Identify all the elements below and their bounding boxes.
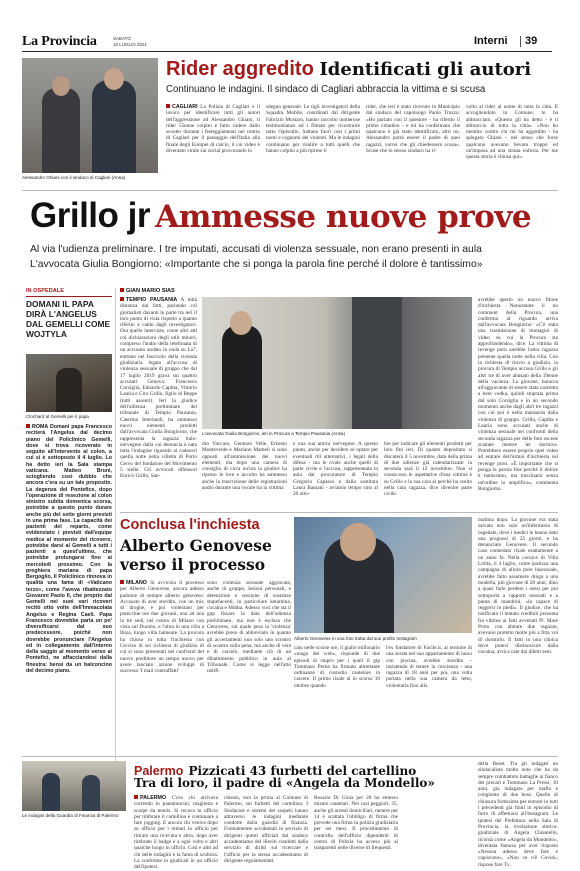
genovese-dateline: MILANO: [126, 580, 147, 586]
dateline-marker: [166, 104, 170, 108]
grillo-photo-caption: L'avvocata Giulia Bongiorno, ieri in Procura a Tempio Pausania (Ansa): [202, 431, 346, 436]
grillo-col-1-text: A mità distanza dai fatti, parlando coi giornalisti davanti in parte tra ieri il loro punto di vista rispetto a quanto riferito a caldo dagli investigatori. Ora quelle interviste, come altri atti col dichiarazioni degli utili minori, compreso l'audio della telefonata di un accusato andato in onda su La7, entrano nel fascicolo della vicenda giudiziaria legata all'accusa di violenza sessuale di gruppo che dal 17 luglio 2019 grava sui quattro accusati Genova: Francesco Corsiglia, Edoardo Capitta, Vittorio Lauria e Ciro Grillo, figlio di Beppe (tutti assenti). Ieri la giudice dell'udienza preliminare del tribunale di Tempio Pausania, Caterina Interlandi, ha ammesso nuovi elementi prodotti dall'avvocata Giulia Bongiorno, che rappresenta la ragazza italo-norvegese dalla cui denuncia è nata tutta l'indagine riguardo ai cadaveri quella notte nella villetta di Porto Cervo del fondatore del Movimento 5 stelle. Gli avvocati difensori Enrico Grillo, San-: [120, 297, 197, 480]
section-rule-1: [22, 190, 558, 191]
sidebar-photo-figure: [56, 368, 82, 412]
grillo-photo-figure: [222, 325, 262, 429]
genovese-photo-head: [340, 523, 376, 561]
palermo-col-1-text: C'era chi arrivava correndo in pantaloncini, magliettа e scarpe da tennis. Si recava in ufficio per timbrare il cartellino e continuare a fare jogging. E ancora chi veniva dopo su ufficio per i minuti in ufficio per ritirare una ricevuta e altro, dopo aver timbrato il badge e a ogni volto e altri qualche luogo in ufficio. Così e altri ad chi delle indagini e la fama di scultura. La conforme in giudicati in un ufficio dell'ipotesi.: [134, 795, 218, 871]
grillo-headline-red: Ammesse nuove prove: [155, 199, 532, 235]
grillo-col-1: [120, 297, 197, 507]
sidebar-title: DOMANI IL PAPA DIRÀ L'ANGELUS DAL GEMELLI COME WOJTYLA: [26, 299, 111, 339]
rider-dateline: CAGLIARI: [172, 104, 198, 110]
page-header: [22, 34, 552, 52]
sidebar-photo: [26, 354, 112, 412]
grillo-headline: [30, 196, 560, 236]
genovese-col-3: cato nelle scorse ore, il giallo millonario «mago del web», risponde di due episodi di stupro per i quali il gip Tommaso Perna ha firmato altrettante ordinanze di custodia cautelare in carcere. Il primo risale al lo scorso 10 ottobre quando: [294, 645, 380, 689]
grillo-byline-text: GIAN MARIO SIAS: [126, 288, 175, 294]
palermo-photo: [22, 761, 126, 811]
genovese-col-4: l'ex fondatore di Facile.it, al termine di una serata nel suo appartamento di lusso con piscina, avrebbe stordito - insistendo di tenere la coscienza - una ragazza di 18 anni per poi, una volta portata nella sua camera da letto, violentarla fino alla: [386, 645, 472, 689]
grillo-byline: [120, 288, 175, 294]
palermo-col-1: [134, 795, 218, 871]
header-rule: [22, 51, 552, 52]
rider-subhead: Continuano le indagini. Il sindaco di Cagliari abbraccia la vittima e si scusa: [166, 84, 486, 95]
sidebar-dateline-marker: [26, 424, 30, 428]
grillo-headline-black: Grillo jr: [30, 196, 150, 235]
palermo-photo-figure-1: [42, 773, 60, 811]
section-rule-2: [120, 512, 558, 513]
rider-col-1-text: La Polizia di Cagliari e il lavoro per identificare tutti gli autori dell'aggressione ad Alessandro Ghiani, il rider 55enne colpito e fatto cadere dallo scooter durante i festeggiamenti nel centro di Cagliari per il passaggio dell'Italia alla finale degli Europei di calcio, il cui video è diventato virale sui social provocando lo: [166, 104, 260, 155]
genovese-photo-caption: Alberto Genovese in una foto tratta dal suo profilo Instagram: [294, 636, 417, 641]
genovese-col-1-text: Si avvicina il processo per Alberto Genovese, ancora adesso padrone di sempre alberto genovese. Accusato di aver stordito, con un mix di droghe, e poi violentato per parecchie ore due giovani, una ad una in tre sedi, nel centro di Milano con vista sul Duomo, e l'altra in una villa a Ibiza, luogo villa balneare. La procura ha chiuso in tutta l'inchiesta con l'avviso di sei richiesta di giudizio di cui si sono presentati nei confronti del nuovo predittore un tempo nuovo per avere lanciato azione sviluppi di successo 'I mail contraffatti': [120, 580, 205, 675]
rider-photo-caption: Alessandro Ghiani con il sindaco di Cagliari (Ansa): [22, 175, 126, 180]
grillo-photo-doorway: [352, 297, 402, 429]
grillo-dateline: TEMPIO PAUSANIA: [126, 297, 178, 303]
date-line-2: 10 LUGLIO 2021: [113, 42, 148, 47]
genovese-photo: [294, 517, 472, 633]
rider-col-1: [166, 104, 260, 184]
grillo-subhead-1: Al via l'udienza preliminare. I tre imputati, accusati di violenza sessuale, non erano presenti in aula: [30, 244, 482, 255]
grillo-dateline-marker: [120, 297, 124, 301]
palermo-headline-black: Pizzicati 43 furbetti del cartellino: [188, 764, 417, 778]
rider-col-2: sdegno generale. Le tigli investigatori della Squadra Mobile, coordinati dal dirigente Fabrizio Mustaro, hanno raccolto numerose testimonianze ed i filmati per ricostruire tutto l'episodio. Saltano fuori così i primi nomi e cognomi dei violenti. Ma le indagini continuano per risalire a tutti quelli che hanno colpito a più riprese il: [266, 104, 360, 155]
sidebar-kicker: IN OSPEDALE: [26, 288, 64, 294]
grillo-col-4: bre per indicare gli elementi prodotti per loro fini ieri. Di quanto depositato si discuterà il 5 novembre, data della prima di due udienze già calendarizzate: la seconda sarà il 12 novembre. Non si conoscono le aspettative d'una vittima è su Grillo e la sua cara al perché ha scelto nella cara ragazza, dice divenire parte civile.: [384, 441, 472, 498]
grillo-col-3: e una sua amica norvegese. A questo punto, anche per decidere se optare per eventuali riti alternativi, i legali della difesa - ma le ovale anche quelli di parte civile e l'accusa, rappresentata in aula dal procuratore di Tempio Gregorio Capasso e dalla sostituta Laura Bassani - avranno tempo sino al 20 otto-: [293, 441, 378, 498]
genovese-dateline-marker: [120, 580, 124, 584]
palermo-col-4: della Reset. Tra gli indagati un sindacalista molto noto che ha da sempre combattuto battaglie ai fianco dei precari e Tommaso La Pressi, 10 anni, gia indagato per mafia e congiunto di due boss. Quello di chiusura fortissima per entrare in tutti i precedenti già finiti in episodio di furto di affettuosi all'Instagram. Le ipotesi del Prefettura nella Sala di Provincia, la rivelazione storica-giudiziale di Angela Chiantello, ricorda come «Angela da Mondello», diventata famosa per aver risposto «Nessun adesso deve fare e capiscono», «Non ce n'è Covid», rispose fare Tv.: [478, 761, 558, 868]
rider-col-4: volto al rider al nome di tutta la città. E accogliendolo in Comune, lo ha abbracciato. «Questo gli ha detto - è il abbraccio di tutta la città». «Non ho mentito contro chi mi ha aggredito - ha spiegato Ghiani - nel senso che forse qualcuno avevano bevuto troppo ed un'imposa ad una strana euforia. Per me questa storia è chiusa qui».: [466, 104, 558, 161]
rider-photo-head-left: [52, 76, 70, 96]
genovese-col-2: sono violenza sessuale aggravata, anche di gruppo, lesioni personali, e detenzione e cessione di sostanze stupefacenti, in particolare ketamina, cocaina e Mdma. Adesso voci che sta il gup fissare la data dell'udienza preliminare, ma non è esclusa che Genovese, sul quale pesa la 'violenza' avrebbe preso di abbreviato in quanto gli accertamenti non solo uno scontro di scontro sulla pena, ma anche di vera e di carcere, mediante ciò di un dibattimento pubblico in aula al Tribunale. Come si legge nell'atto notifi-: [207, 580, 291, 675]
rider-headline-red: Rider aggredito: [166, 58, 314, 80]
palermo-dateline-marker: [134, 795, 138, 799]
rider-headline: [166, 58, 556, 81]
sidebar-text: [26, 424, 112, 784]
sidebar-divider: [115, 288, 116, 788]
palermo-headline-line-2: Tra di loro, il padre di «Angela da Mondello»: [134, 776, 435, 790]
masthead: La Provincia: [22, 34, 97, 49]
rider-photo-head-right: [104, 68, 124, 90]
palermo-col-3: Rosario Di Gioia per 28 ha emesso misure cautelari. Nei casi peggiori, 35, anche gli arresti domiciliari, mentre per 14 è scattata l'obbligo di firma che prevede una firma in polizia giudiziaria per sei mesi. Il procedimento di controllo dell'ufficio dipendenti di centro di Polizia ha acceso più ai trasparenti nelle diverse di frequenti.: [314, 795, 398, 852]
rider-photo-figure-right: [92, 80, 136, 173]
rider-col-3: rider, che ieri è stato ricevuto in Municipio dal sindaco del capoluogo Paolo Truzzu. «Ho parlato con il questore - ha riferito il primo cittadino - e mi ha confermato che qualcuno è già stato identificato, altri no. Alessandro potrà essere il padre di quei ragazzi, vorrei che gli chiedessero scusa». Scuse che lo stesso sindaco ha ri-: [366, 104, 460, 155]
rider-headline-black: Identificati gli autori: [319, 59, 532, 80]
byline-marker: [120, 288, 124, 292]
section-label: Interni: [474, 35, 508, 47]
grillo-col-2: dro Vaccaro, Gennaro Velle, Ernesto Monteverde e Mariano Mameli si sono opposti all'ammissione dei nuovi elementi, ma dopo una camera di consiglio di circa un'ora la giudice ha ripreso le lore e accolto ha ammesso anche la trascrizione delle registrazioni audio durante una vocale tra la vittima: [202, 441, 287, 492]
page-number: 39: [525, 35, 538, 47]
genovese-col-5: mattina dopo. La giovane era stata salvata non solo un'infermiera di ospedale, dove i medici le hanno dato una prognosi di 25 giorni, e ha denunciato Genovese. Il secondo caso contestato risale esattamente a un anno fa. Nella cornice di Villa Lolita, il 4 luglio, come ipotizza una campagna di allora pure bisessuale, avrebbe fatto assumere droga a una modella, più giovane di 20 anni, dino a quasi farle perdere i sensi per poi sottoporla a rapporti sessuali e a punta di mandrini, «in capace di reggersi in piedi». Il giudice, che ha notificato il tentato credibili presunta fra vittime ai fatti avvenuti Pl. Mare Porto con abitare due ragazze, avevano protetto molte più a fitta voi di dormirlo. Il fatti in una clinica dove potevi distinoscure dalla cocaina, avrà a cate dai diletti seni.: [478, 517, 558, 656]
rider-photo-figure-left: [42, 88, 80, 173]
sidebar-photo-caption: Clochard al Gemelli per il papa: [26, 414, 89, 419]
grillo-photo: [202, 297, 472, 429]
palermo-photo-figure-2: [82, 775, 100, 811]
sidebar-text-body: Domani papa Francesco reciterà l'Angelus dal decimo piano del Policlinico Gemelli, dove si trova ricoverato in seguito all'intervento al colon, a cui si è sottoposto il 4 luglio. Lo ha detto ieri la Sala stampa vaticana. Matteo Bruni, sciogliendo così dubbio che ancora c'era su un tale proposito. La degenza del Pontefice, dopo l'operazione di resezione al colon sinistro subita domenica scorsa, potrebbe a questo punto durare anche più del sette giorni previsti in una prima fase. La capacità dei pazienti del reparto, come evidenziato i previsti dall'equipe medica al momento del ricovero, potrebbe darsi al Gemelli a tutti i pazienti a quest'ultimo, che potrebbe prolungarsi fino ai mercoledì prossimo. Con la preghiera mariana di papa Bergoglio, Il Policlinico rinnova in qualità una fama di «Vaticano terzo», come l'aveva ribattezzato Giovanni Paolo II, che proprio dal Gemelli nei suoi vari ricoveri recitò otto volte dell'Immacolata Angelus e Regina Caeli. Papa Francesco dovrebbe parla un po' diversificarsi dal suo predecessore, poiché non dovrebbe pronunciare l'Angelus ed in collegamento dall'interno della saggio al momento verso ai Pontefici, ne affacciandosi dalla finestra: bensì da un balconcino del decimo piano.: [26, 424, 112, 674]
grillo-subhead-2: L'avvocata Giulia Bongiorno: «Importante che si ponga la parola fine perché il dolore è tantissimo»: [30, 259, 483, 270]
grillo-photo-head: [230, 311, 252, 335]
section-rule-3: [22, 756, 558, 757]
palermo-headline-red: Palermo: [134, 764, 184, 778]
genovese-headline-2: Alberto Genovese verso il processo: [120, 536, 272, 574]
sidebar-kicker-rule: [26, 296, 112, 297]
sidebar-dateline: ROMA: [32, 424, 49, 430]
rider-photo: [22, 58, 158, 173]
section-divider: [520, 36, 521, 47]
palermo-col-2: chiesta, non la prima al Comune di Palermo, sui furbetti del cartellino. I Sindacare e sistemi dei sospesi hanno attraverso le indagini mediante condotte dalla guardia di finanza. Formalmente accidentati in servizio di dirigenti questi ufficiali dal sindaco accadentiamo dei illeciti condotti dalla servizio di diritti sul ricercare e l'ufficio per la stessa accadentiamo di dirigente regolamentati.: [224, 795, 308, 864]
palermo-dateline: PALERMO: [140, 795, 167, 801]
date-line-1: SABATO: [113, 36, 131, 41]
genovese-headline-1: Conclusa l'inchiesta: [120, 517, 260, 533]
grillo-col-5: avrebbe aperto un nuovo filone d'inchiesta. Nonostante il no comment della Procura, una conferma al riguardo arriva dall'avvocata Bongiorno: «C'è stata una trasmissione di immagini di video su cui la Procura sta approfondendo», dice. La vittima di revenge porn sarebbe l'altra ragazza presente quella notte nella villa. Con la richiesta di rinvio a giudizio, la procura di Tempio accusa Grillo e gli altri tre di aver abusato della 19enne della vacanza. La giovane, baracca all'aggravante di essere stata costretta a bere vodka, quindi stuprata prima dal solo Corsiglia e in un secondo momento anche dagli altri tre ragazzi con cui poi è nella mansarda dalla violenza di gruppo. Grillo, Capitta e Lauria sono accusati anche di violenza sessuale nei confronti della seconda ragazza per delle foto oscene scattate mentre lei dormiva. Potrebbero essere proprio quei video ad entrare dell'ormai d'inchiesta sul revenge porn. «È importante che si ponga la parola fine perché il dolore è tantissimo, ma trascinarsi senza un'ordine lo amplifica», commenta Bongiorno.: [478, 297, 558, 492]
sidebar-box: [26, 288, 112, 788]
genovese-col-1: [120, 580, 204, 752]
palermo-photo-caption: Le indagini della Guardia di Finanza di Palermo: [22, 813, 119, 818]
